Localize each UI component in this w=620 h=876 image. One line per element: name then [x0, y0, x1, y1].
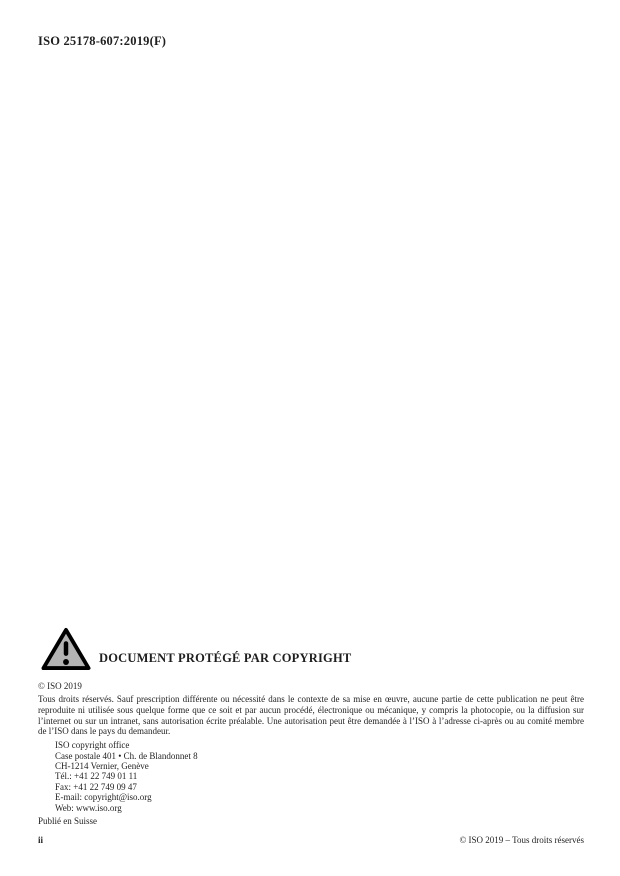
address-line-fax: Fax: +41 22 749 09 47 — [55, 781, 137, 792]
copyright-body-text: Tous droits réservés. Sauf prescription différente ou nécessité dans le contexte de sa mise en œuvre, aucune partie de cette publication ne peut être reproduite ni utilisée sous quelque forme que ce soit et par aucun procédé, électronique ou mécanique, y compris la photocopie, ou la diffusion sur l’internet ou sur un intranet, sans autorisation écrite préalable. Une autorisation peut être demandée à l’ISO à l’adresse ci-après ou au comité membre de l’ISO dans le pays du demandeur. — [38, 694, 584, 737]
address-line-postal: Case postale 401 • Ch. de Blandonnet 8 — [55, 750, 198, 761]
address-line-email: E-mail: copyright@iso.org — [55, 792, 152, 803]
copyright-warning-row — [38, 626, 584, 672]
warning-triangle-icon — [38, 626, 92, 672]
address-line-city: CH-1214 Vernier, Genève — [55, 761, 149, 771]
page-footer — [38, 835, 584, 845]
copyright-year-line: © ISO 2019 — [38, 681, 82, 691]
copyright-notice-block — [38, 626, 584, 826]
copyright-heading: DOCUMENT PROTÉGÉ PAR COPYRIGHT — [99, 651, 352, 665]
address-line-phone: Tél.: +41 22 749 01 11 — [55, 771, 138, 782]
warning-exclamation-bar — [64, 641, 69, 656]
warning-exclamation-dot — [63, 659, 69, 665]
page-number: ii — [38, 835, 44, 845]
address-line-office: ISO copyright office — [55, 740, 130, 751]
address-line-web: Web: www.iso.org — [55, 802, 122, 813]
iso-address-block — [55, 740, 584, 813]
published-in-line: Publié en Suisse — [38, 816, 98, 827]
document-header — [38, 34, 166, 49]
footer-copyright: © ISO 2019 – Tous droits réservés — [459, 835, 584, 845]
document-reference: ISO 25178-607:2019(F) — [38, 34, 167, 48]
